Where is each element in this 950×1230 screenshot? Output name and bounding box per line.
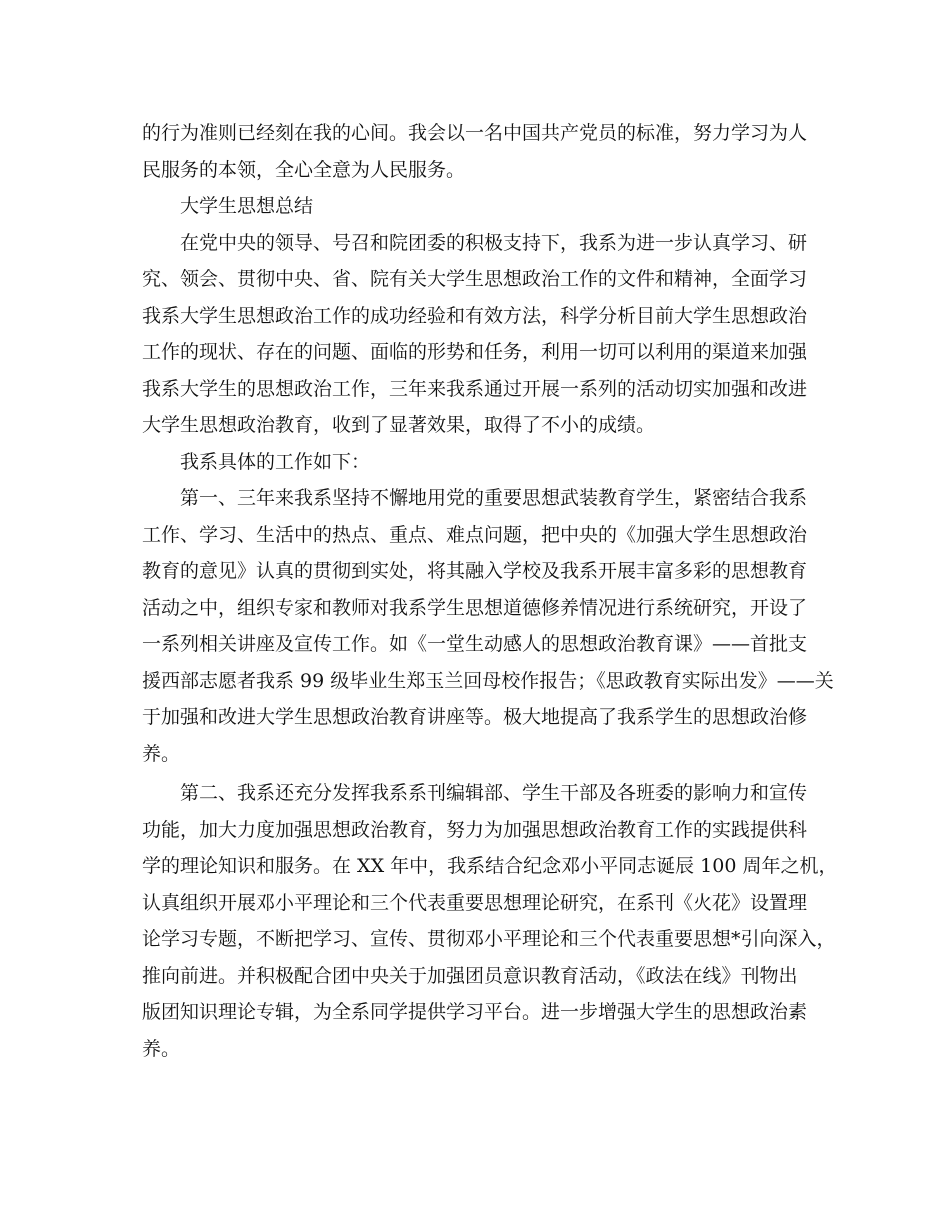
- text-line: 养。: [142, 742, 181, 765]
- text-line: 援西部志愿者我系 99 级毕业生郑玉兰回母校作报告；《思政教育实际出发》——关: [142, 669, 834, 692]
- text-line: 第一、三年来我系坚持不懈地用党的重要思想武装教育学生，紧密结合我系: [180, 487, 808, 509]
- text-line: 一系列相关讲座及宣传工作。如《一堂生动感人的思想政治教育课》——首批支: [142, 633, 808, 655]
- text-line: 论学习专题，不断把学习、宣传、贯彻邓小平理论和三个代表重要思想*引向深入，: [142, 928, 836, 950]
- text-line: 大学生思想政治教育，收到了显著效果，取得了不小的成绩。: [142, 414, 656, 436]
- text-line: 工作的现状、存在的问题、面临的形势和任务，利用一切可以利用的渠道来加强: [142, 341, 808, 363]
- text-line: 工作、学习、生活中的热点、重点、难点问题，把中央的《加强大学生思想政治: [142, 523, 808, 546]
- text-line: 推向前进。并积极配合团中央关于加强团员意识教育活动，《政法在线》刊物出: [142, 964, 798, 987]
- text-line: 第二、我系还充分发挥我系系刊编辑部、学生干部及各班委的影响力和宣传: [180, 782, 808, 804]
- text-line: 我系大学生的思想政治工作，三年来我系通过开展一系列的活动切实加强和改进: [142, 377, 808, 400]
- section-heading: 大学生思想总结: [180, 195, 314, 217]
- text-line: 活动之中，组织专家和教师对我系学生思想道德修养情况进行系统研究，开设了: [142, 596, 808, 619]
- text-line: 我系具体的工作如下：: [180, 450, 371, 473]
- text-line: 学的理论知识和服务。在 XX 年中，我系结合纪念邓小平同志诞辰 100 周年之机，: [142, 855, 838, 877]
- text-line: 在党中央的领导、号召和院团委的积极支持下，我系为进一步认真学习、研: [180, 231, 808, 254]
- text-line: 我系大学生思想政治工作的成功经验和有效方法，科学分析目前大学生思想政治: [142, 304, 808, 327]
- text-line: 究、领会、贯彻中央、省、院有关大学生思想政治工作的文件和精神，全面学习: [142, 268, 808, 290]
- text-line: 教育的意见》认真的贯彻到实处，将其融入学校及我系开展丰富多彩的思想教育: [142, 560, 808, 582]
- text-line: 的行为准则已经刻在我的心间。我会以一名中国共产党员的标准，努力学习为人: [142, 122, 808, 144]
- text-line: 养。: [142, 1037, 181, 1060]
- text-line: 民服务的本领，全心全意为人民服务。: [142, 158, 466, 181]
- text-line: 认真组织开展邓小平理论和三个代表重要思想理论研究，在系刊《火花》设置理: [142, 891, 808, 914]
- document-body: [142, 115, 838, 1067]
- text-line: 版团知识理论专辑，为全系同学提供学习平台。进一步增强大学生的思想政治素: [142, 1001, 808, 1023]
- text-line: 于加强和改进大学生思想政治教育讲座等。极大地提高了我系学生的思想政治修: [142, 706, 808, 728]
- text-line: 功能，加大力度加强思想政治教育，努力为加强思想政治教育工作的实践提供科: [142, 818, 808, 841]
